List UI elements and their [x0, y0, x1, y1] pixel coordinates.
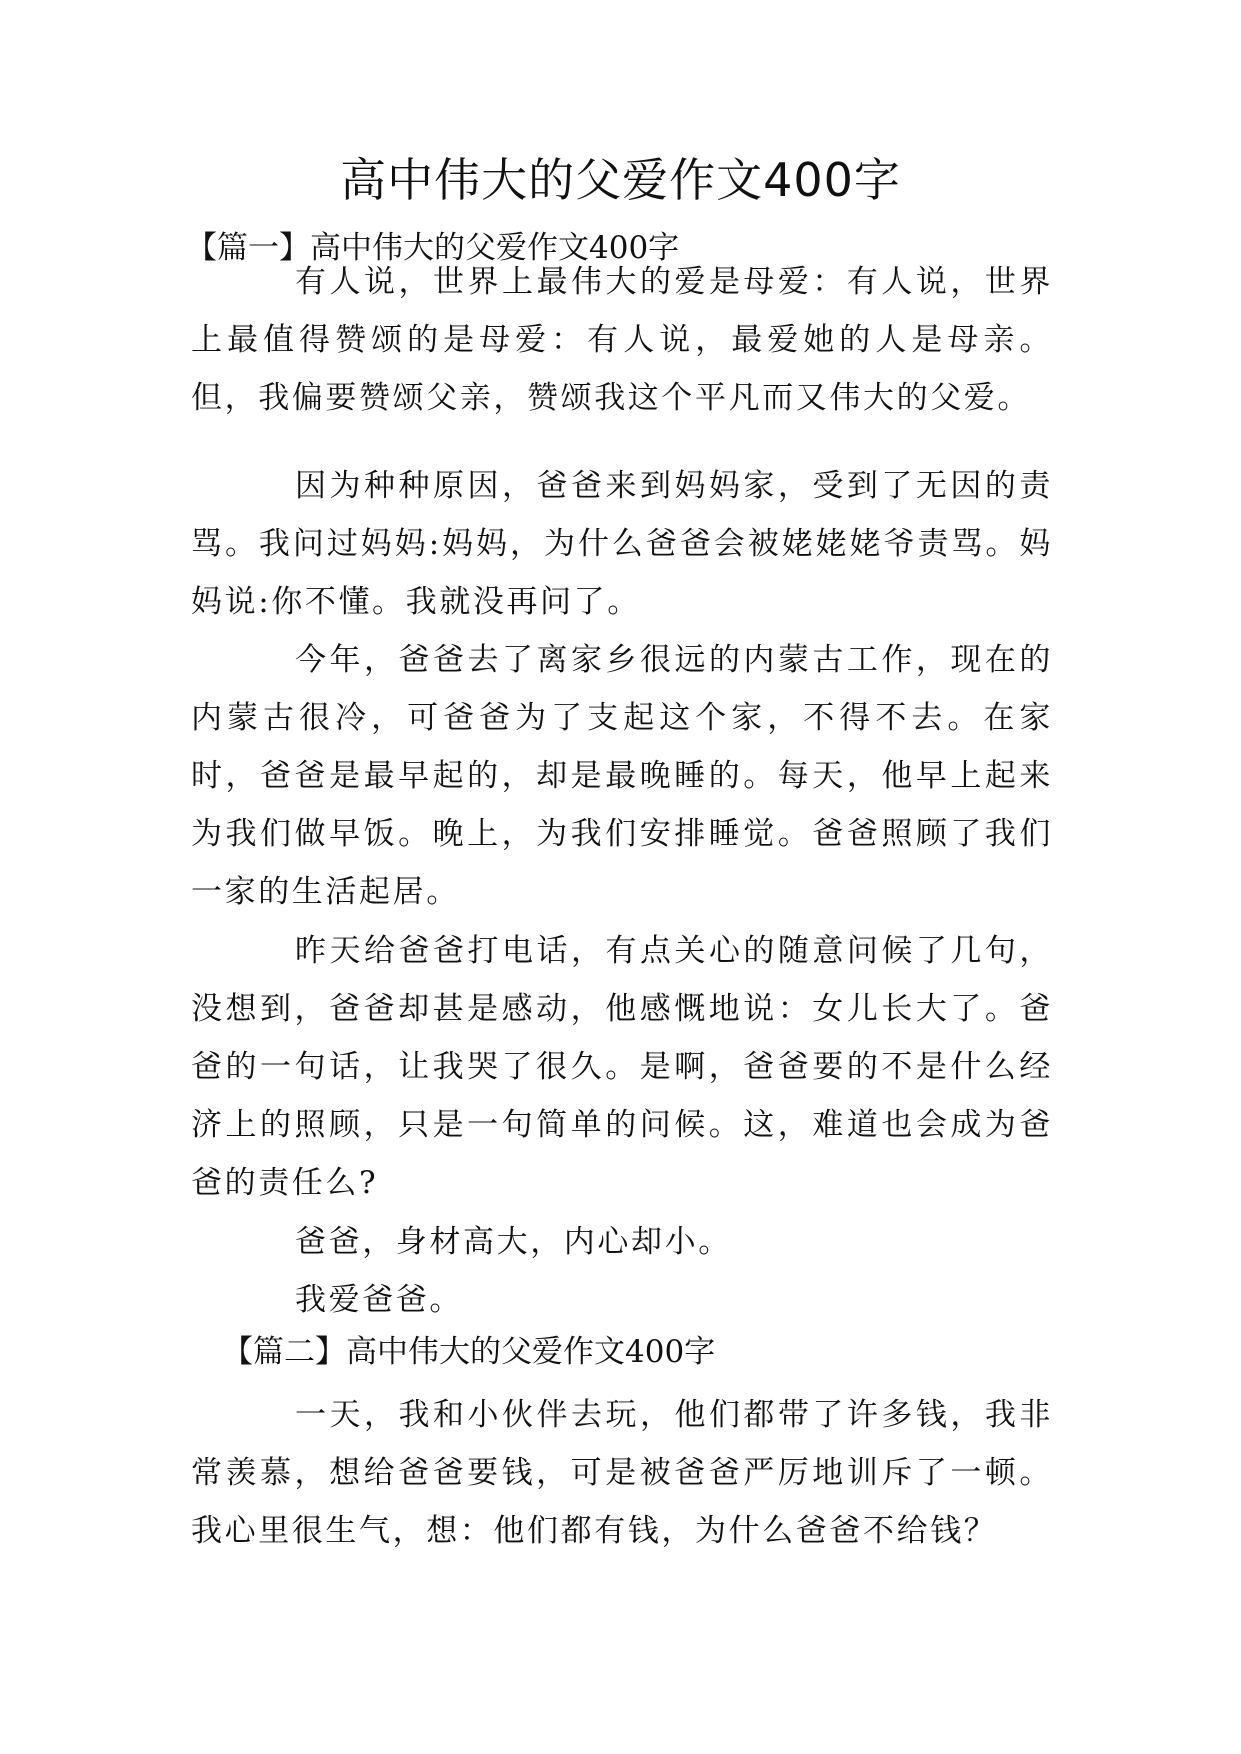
- section-1-paragraph-3: 今年，爸爸去了离家乡很远的内蒙古工作，现在的内蒙古很冷，可爸爸为了支起这个家，不得不去。在家时，爸爸是最早起的，却是最晚睡的。每天，他早上起来为我们做早饭。晚上，为我们安排睡觉。爸爸照顾了我们一家的生活起居。: [191, 642, 1053, 910]
- section-1-paragraph-2: 因为种种原因，爸爸来到妈妈家，受到了无因的责骂。我问过妈妈:妈妈，为什么爸爸会被姥姥姥爷责骂。妈妈说:你不懂。我就没再问了。: [191, 468, 1053, 620]
- document-title: 高中伟大的父爱作文400字: [340, 153, 901, 207]
- section-1-paragraph-4: 昨天给爸爸打电话，有点关心的随意问候了几句，没想到，爸爸却甚是感动，他感慨地说：女儿长大了。爸爸的一句话，让我哭了很久。是啊，爸爸要的不是什么经济上的照顾，只是一句简单的问候。这，难道也会成为爸爸的责任么?: [191, 933, 1053, 1201]
- section-2-heading: 【篇二】高中伟大的父爱作文400字: [222, 1334, 716, 1370]
- section-1-heading: 【篇一】高中伟大的父爱作文400字: [186, 230, 680, 266]
- section-1-paragraph-5: 爸爸，身材高大，内心却小。: [295, 1224, 732, 1260]
- section-2-paragraph-1: 一天，我和小伙伴去玩，他们都带了许多钱，我非常羡慕，想给爸爸要钱，可是被爸爸严厉地训斥了一顿。我心里很生气，想：他们都有钱，为什么爸爸不给钱？: [191, 1397, 1053, 1549]
- section-1-paragraph-1: 有人说，世界上最伟大的爱是母爱：有人说，世界上最值得赞颂的是母爱：有人说，最爱她的人是母亲。但，我偏要赞颂父亲，赞颂我这个平凡而又伟大的父爱。: [191, 264, 1053, 416]
- section-1-paragraph-6: 我爱爸爸。: [295, 1282, 463, 1318]
